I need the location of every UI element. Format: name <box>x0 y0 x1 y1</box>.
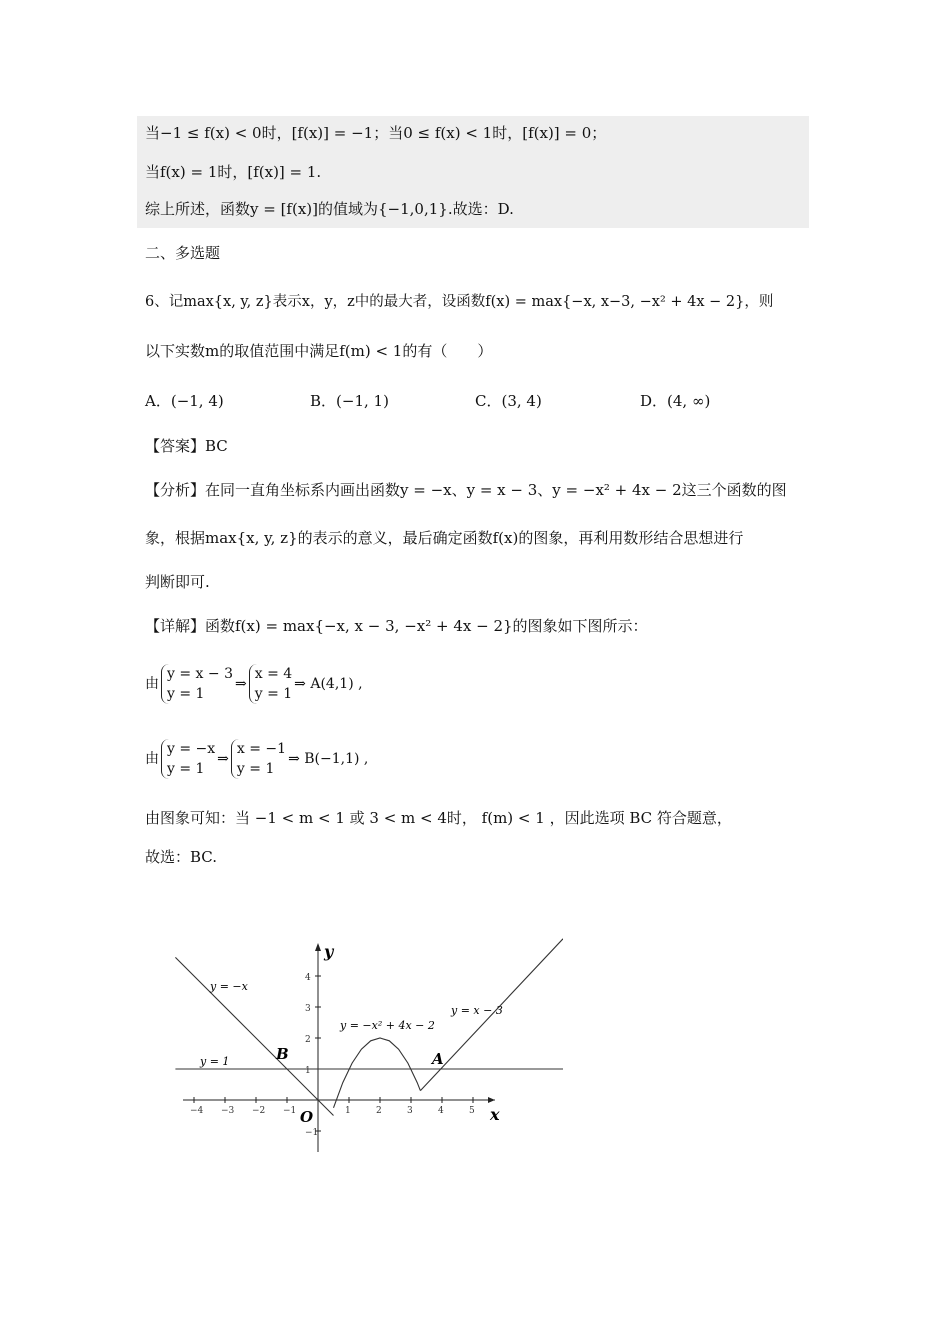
label-x-minus-3: y = x − 3 <box>451 1004 503 1017</box>
series-2 <box>334 1038 421 1108</box>
system-1-prefix: 由 <box>145 676 159 692</box>
system-1-equations <box>161 664 233 704</box>
option-d-value: (4, ∞) <box>667 392 711 410</box>
x-tick-label: 5 <box>469 1106 475 1116</box>
system-2-result: ⇒ B(−1,1) , <box>288 751 369 767</box>
label-parabola: y = −x² + 4x − 2 <box>340 1019 435 1032</box>
conclusion: 由图象可知：当 −1 < m < 1 或 3 < m < 4时， f(m) < 1 ，因此选项 BC 符合题意， <box>145 809 732 827</box>
question-line-2: 以下实数m的取值范围中满足f(m) < 1的有（ ） <box>145 342 493 360</box>
analysis-line-3: 判断即可. <box>145 573 210 591</box>
option-c <box>475 391 542 411</box>
system-2-prefix: 由 <box>145 751 159 767</box>
system-2-res2: y = 1 <box>236 761 275 777</box>
x-tick-label: 2 <box>376 1106 382 1116</box>
y-tick-label: 4 <box>305 973 311 983</box>
system-2-results <box>231 739 286 779</box>
section-title: 二、多选题 <box>145 244 221 262</box>
x-tick-label: −4 <box>190 1106 204 1116</box>
x-tick-label: 1 <box>345 1106 351 1116</box>
option-c-label: C． <box>475 392 502 410</box>
final-answer: 故选：BC. <box>145 848 218 866</box>
label-neg-x: y = −x <box>210 980 248 993</box>
system-2-eq1: y = −x <box>167 741 216 757</box>
x-tick-label: −3 <box>221 1106 235 1116</box>
x-tick-label: −1 <box>283 1106 297 1116</box>
system-1-res1: x = 4 <box>254 666 293 682</box>
option-b <box>310 391 389 411</box>
system-2-arrow: ⇒ <box>217 751 229 767</box>
x-tick-label: −2 <box>252 1106 266 1116</box>
analysis-line-2: 象，根据max{x, y, z}的表示的意义，最后确定函数f(x)的图象，再利用数形结合思想进行 <box>145 529 744 547</box>
system-2-res1: x = −1 <box>236 741 287 757</box>
system-1-eq2: y = 1 <box>167 686 205 702</box>
summary-line-3: 综上所述，函数y = [f(x)]的值域为{−1,0,1}.故选：D. <box>145 200 514 218</box>
system-1-result: ⇒ A(4,1) , <box>294 676 363 692</box>
option-a <box>145 391 224 411</box>
system-2 <box>145 739 368 779</box>
option-b-value: (−1, 1) <box>336 392 389 410</box>
label-y-equals-1: y = 1 <box>200 1055 230 1068</box>
system-1-arrow: ⇒ <box>234 676 247 692</box>
system-1-eq1: y = x − 3 <box>167 666 233 682</box>
y-tick-label: 3 <box>305 1004 311 1014</box>
system-2-equations <box>161 739 215 779</box>
option-b-label: B． <box>310 392 337 410</box>
origin-label: O <box>300 1108 314 1126</box>
y-tick-label: 2 <box>305 1035 311 1045</box>
y-axis-label: y <box>324 942 334 961</box>
system-1-res2: y = 1 <box>254 686 293 702</box>
point-a-label: A <box>432 1050 444 1068</box>
x-axis-arrow <box>488 1097 495 1103</box>
option-a-label: A． <box>145 392 171 410</box>
option-c-value: (3, 4) <box>501 392 542 410</box>
summary-line-1: 当−1 ≤ f(x) < 0时，[f(x)] = −1；当0 ≤ f(x) < 1时，[f(x)] = 0； <box>145 124 607 142</box>
option-d-label: D． <box>640 392 668 410</box>
system-1-results <box>249 664 292 704</box>
option-d <box>640 391 710 411</box>
summary-line-2: 当f(x) = 1时，[f(x)] = 1. <box>145 163 322 181</box>
y-tick-label: −1 <box>305 1128 319 1138</box>
x-tick-label: 4 <box>438 1106 444 1116</box>
function-graph <box>138 925 563 1157</box>
answer: 【答案】BC <box>145 437 228 455</box>
detail-intro: 【详解】函数f(x) = max{−x, x − 3, −x² + 4x − 2}的图象如下图所示： <box>145 617 648 635</box>
system-1 <box>145 664 363 704</box>
option-a-value: (−1, 4) <box>170 392 224 410</box>
y-axis-arrow <box>315 943 321 951</box>
point-b-label: B <box>276 1045 289 1063</box>
x-axis-label: x <box>490 1105 500 1124</box>
x-tick-label: 3 <box>407 1106 413 1116</box>
y-tick-label: 1 <box>305 1066 311 1076</box>
question-line-1: 6、记max{x, y, z}表示x，y，z中的最大者，设函数f(x) = max{−x, x−3, −x² + 4x − 2}，则 <box>145 294 774 310</box>
system-2-eq2: y = 1 <box>167 761 205 777</box>
analysis-line-1: 【分析】在同一直角坐标系内画出函数y = −x、y = x − 3、y = −x² + 4x − 2这三个函数的图 <box>145 481 787 499</box>
